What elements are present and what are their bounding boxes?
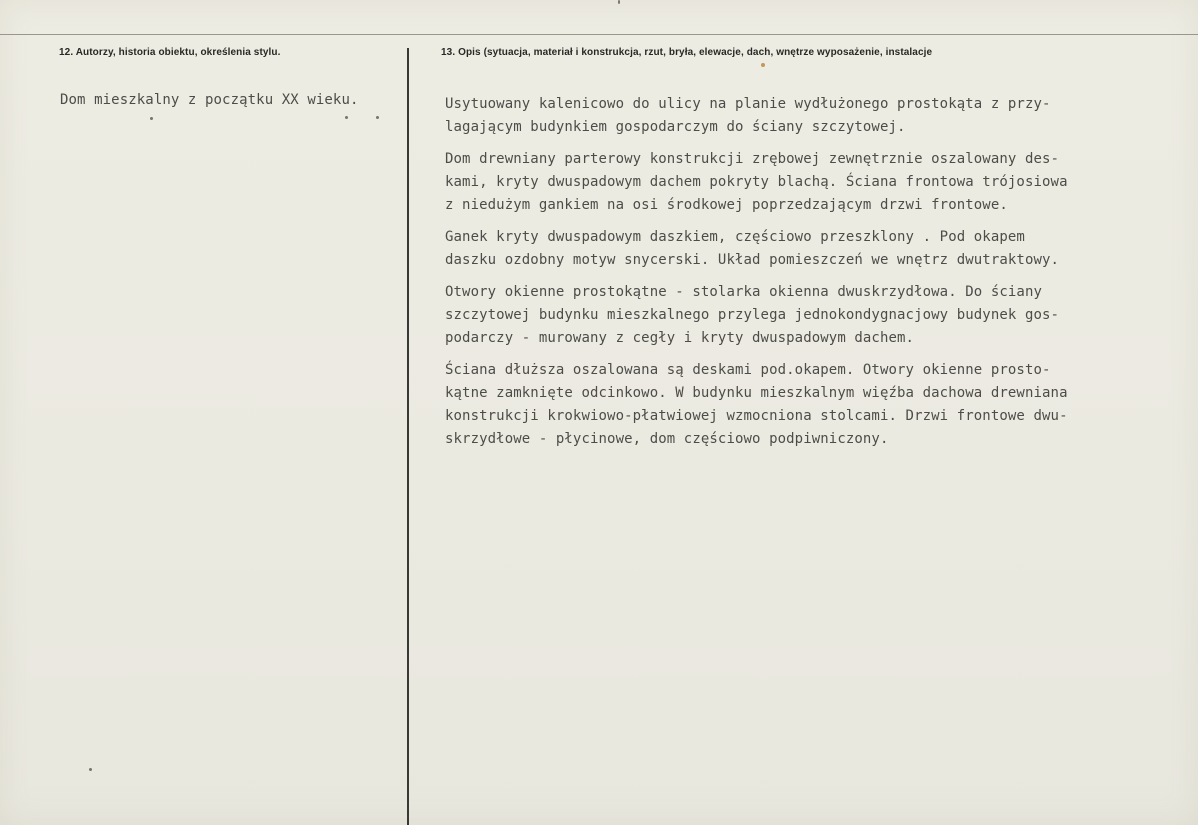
text-line: Dom drewniany parterowy konstrukcji zrębowej zewnętrznie oszalowany des- (445, 151, 1060, 167)
column-divider (407, 48, 409, 825)
text-line: z niedużym gankiem na osi środkowej poprzedzającym drzwi frontowe. (445, 197, 1008, 213)
text-line: lagającym budynkiem gospodarczym do ściany szczytowej. (445, 119, 906, 135)
heading-authors-history: 12. Autorzy, historia obiektu, określenia stylu. (59, 47, 281, 58)
paper-speck (345, 116, 348, 119)
description-paragraph (445, 93, 1165, 139)
paper-speck (618, 0, 620, 4)
text-line: Ściana dłuższa oszalowana są deskami pod.okapem. Otwory okienne prosto- (445, 362, 1051, 378)
text-line: kami, kryty dwuspadowym dachem pokryty blachą. Ściana frontowa trójosiowa (445, 174, 1068, 190)
paper-speck (376, 116, 379, 119)
text-line: daszku ozdobny motyw snycerski. Układ pomieszczeń we wnętrz dwutraktowy. (445, 252, 1060, 268)
authors-history-text: Dom mieszkalny z początku XX wieku. (60, 92, 359, 108)
text-line: szczytowej budynku mieszkalnego przylega jednokondygnacjowy budynek gos- (445, 307, 1060, 323)
description-paragraph (445, 281, 1165, 350)
text-line: konstrukcji krokwiowo-płatwiowej wzmocniona stolcami. Drzwi frontowe dwu- (445, 408, 1068, 424)
description-paragraph (445, 359, 1165, 451)
paper-speck (89, 768, 92, 771)
paper-speck (761, 63, 765, 67)
text-line: Otwory okienne prostokątne - stolarka okienna dwuskrzydłowa. Do ściany (445, 284, 1043, 300)
description-paragraph (445, 148, 1165, 217)
description-text (445, 93, 1165, 460)
top-rule (0, 34, 1198, 35)
text-line: Ganek kryty dwuspadowym daszkiem, częściowo przeszklony . Pod okapem (445, 229, 1025, 245)
text-line: Usytuowany kalenicowo do ulicy na planie wydłużonego prostokąta z przy- (445, 96, 1051, 112)
text-line: podarczy - murowany z cegły i kryty dwuspadowym dachem. (445, 330, 915, 346)
text-line: kątne zamknięte odcinkowo. W budynku mieszkalnym więźba dachowa drewniana (445, 385, 1068, 401)
description-paragraph (445, 226, 1165, 272)
paper-speck (150, 117, 153, 120)
heading-description: 13. Opis (sytuacja, materiał i konstrukcja, rzut, bryła, elewacje, dach, wnętrze wyposażenie, instalacje (441, 47, 933, 58)
text-line: skrzydłowe - płycinowe, dom częściowo podpiwniczony. (445, 431, 889, 447)
